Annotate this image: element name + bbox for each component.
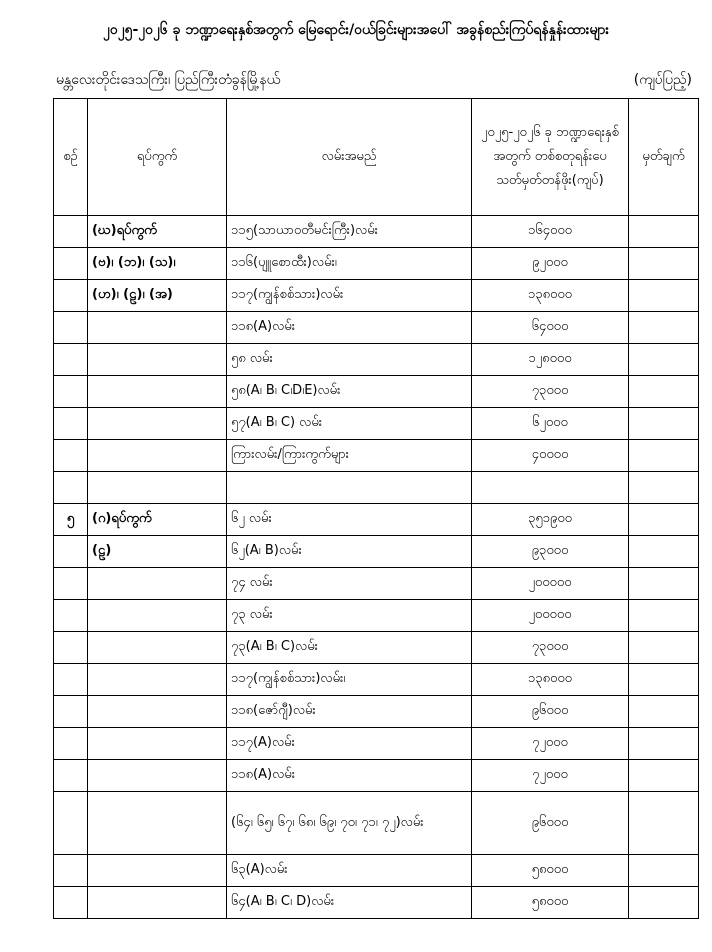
- table-row: [54, 855, 699, 887]
- cell-remark: [629, 440, 699, 472]
- cell-amount: ၁၆၄၀၀၀: [472, 216, 629, 248]
- table-row: [54, 216, 699, 248]
- cell-remark: [629, 472, 699, 504]
- cell-amount: ၁၃၈၀၀၀: [472, 664, 629, 696]
- cell-remark: [629, 855, 699, 887]
- cell-no: [54, 536, 88, 568]
- location-label: မန္တလေးတိုင်းဒေသကြီး၊ ပြည်ကြီးတံခွန်မြို့နယ်: [56, 72, 281, 88]
- rates-table: [53, 98, 699, 919]
- table-row: [54, 248, 699, 280]
- cell-no: [54, 344, 88, 376]
- cell-street: ၅၈(A၊ B၊ C၊D၊E)လမ်း: [227, 376, 472, 408]
- cell-remark: [629, 696, 699, 728]
- header-amount: ၂၀၂၅-၂၀၂၆ ခု ဘဏ္ဍာရေးနှစ်အတွက် တစ်စတုရန်းပေ သတ်မှတ်တန်ဖိုး(ကျပ်): [472, 99, 629, 216]
- cell-route: [88, 408, 227, 440]
- cell-no: [54, 440, 88, 472]
- cell-street: ၇၃ လမ်း: [227, 600, 472, 632]
- cell-remark: [629, 760, 699, 792]
- cell-street: ၅၈ လမ်း: [227, 344, 472, 376]
- cell-street: ၁၁၇(A)လမ်း: [227, 728, 472, 760]
- cell-route: [88, 440, 227, 472]
- cell-street: ၅၇(A၊ B၊ C) လမ်း: [227, 408, 472, 440]
- cell-no: [54, 855, 88, 887]
- table-row: [54, 728, 699, 760]
- cell-no: ၅: [54, 504, 88, 536]
- table-row: [54, 472, 699, 504]
- cell-remark: [629, 408, 699, 440]
- cell-remark: [629, 792, 699, 855]
- table-row: [54, 344, 699, 376]
- cell-amount: [472, 472, 629, 504]
- table-body: [54, 216, 699, 919]
- cell-street: ၆၂(A၊ B)လမ်း: [227, 536, 472, 568]
- cell-route: [88, 664, 227, 696]
- cell-route: (ဟ)၊ (ဠ)၊ (အ): [88, 280, 227, 312]
- cell-no: [54, 887, 88, 919]
- table-row: [54, 792, 699, 855]
- cell-amount: ၄၀၀၀၀: [472, 440, 629, 472]
- cell-no: [54, 472, 88, 504]
- cell-route: [88, 696, 227, 728]
- cell-no: [54, 664, 88, 696]
- header-street: လမ်းအမည်: [227, 99, 472, 216]
- cell-street: ၁၁၈(A)လမ်း: [227, 312, 472, 344]
- cell-street: ၆၄(A၊ B၊ C၊ D)လမ်း: [227, 887, 472, 919]
- table-row: [54, 568, 699, 600]
- table-row: [54, 504, 699, 536]
- cell-amount: ၇၂၀၀၀: [472, 728, 629, 760]
- cell-amount: ၇၃၀၀၀: [472, 376, 629, 408]
- cell-no: [54, 568, 88, 600]
- cell-remark: [629, 632, 699, 664]
- cell-remark: [629, 344, 699, 376]
- cell-street: ၆၂ လမ်း: [227, 504, 472, 536]
- cell-amount: ၉၆၀၀၀: [472, 696, 629, 728]
- cell-no: [54, 376, 88, 408]
- cell-amount: ၂၀၀၀၀၀: [472, 600, 629, 632]
- cell-amount: ၉၃၀၀၀: [472, 536, 629, 568]
- cell-no: [54, 760, 88, 792]
- cell-amount: ၉၂၀၀၀: [472, 248, 629, 280]
- cell-remark: [629, 504, 699, 536]
- table-row: [54, 600, 699, 632]
- cell-remark: [629, 312, 699, 344]
- table-row: [54, 536, 699, 568]
- table-row: [54, 760, 699, 792]
- cell-street: ၁၁၈(A)လမ်း: [227, 760, 472, 792]
- table-row: [54, 280, 699, 312]
- cell-street-text: (၆၄၊ ၆၅၊ ၆၇၊ ၆၈၊ ၆၉၊ ၇၀၊ ၇၁၊ ၇၂)လမ်း: [231, 815, 424, 830]
- cell-remark: [629, 600, 699, 632]
- cell-remark: [629, 664, 699, 696]
- cell-remark: [629, 887, 699, 919]
- table-row: [54, 376, 699, 408]
- cell-route: (ဠ): [88, 536, 227, 568]
- cell-no: [54, 312, 88, 344]
- cell-amount: ၂၀၀၀၀၀: [472, 568, 629, 600]
- cell-route: [88, 344, 227, 376]
- cell-route: (ဃ)ရပ်ကွက်: [88, 216, 227, 248]
- table-row: [54, 408, 699, 440]
- header-route: ရပ်ကွက်: [88, 99, 227, 216]
- cell-remark: [629, 376, 699, 408]
- cell-amount: ၇၃၀၀၀: [472, 632, 629, 664]
- cell-no: [54, 600, 88, 632]
- cell-route: [88, 792, 227, 855]
- cell-remark: [629, 280, 699, 312]
- cell-no: [54, 728, 88, 760]
- cell-amount: ၃၅၁၉၀၀: [472, 504, 629, 536]
- cell-remark: [629, 216, 699, 248]
- cell-street: ကြားလမ်း/ကြားကွက်များ: [227, 440, 472, 472]
- cell-route: [88, 376, 227, 408]
- cell-route: [88, 855, 227, 887]
- cell-no: [54, 632, 88, 664]
- subtitle-row: [56, 70, 692, 90]
- table-row: [54, 664, 699, 696]
- cell-street: [227, 792, 472, 855]
- header-remark: မှတ်ချက်: [629, 99, 699, 216]
- cell-route: [88, 568, 227, 600]
- cell-no: [54, 280, 88, 312]
- cell-amount: ၉၆၀၀၀: [472, 792, 629, 855]
- cell-street: ၇၃(A၊ B၊ C)လမ်း: [227, 632, 472, 664]
- cell-street: ၁၁၅(သာယာဝတီမင်းကြီး)လမ်း: [227, 216, 472, 248]
- cell-street: ၁၁၇(ကျွန်စစ်သား)လမ်း: [227, 280, 472, 312]
- cell-route: [88, 312, 227, 344]
- table-header: [54, 99, 699, 216]
- header-row: [54, 99, 699, 216]
- cell-street: ၁၁၈(ဇော်ဂျီ)လမ်း: [227, 696, 472, 728]
- unit-label: (ကျပ်ပြည့်): [633, 72, 692, 88]
- cell-no: [54, 696, 88, 728]
- table-row: [54, 312, 699, 344]
- cell-remark: [629, 568, 699, 600]
- cell-no: [54, 792, 88, 855]
- cell-street: [227, 472, 472, 504]
- table-row: [54, 696, 699, 728]
- cell-route: [88, 632, 227, 664]
- cell-route: (ဂ)ရပ်ကွက်: [88, 504, 227, 536]
- page-title: ၂၀၂၅-၂၀၂၆ ခု ဘဏ္ဍာရေးနှစ်အတွက် မြေရောင်း/ဝယ်ခြင်းများအပေါ် အခွန်စည်းကြပ်ရန်နှုန်းထားများ: [102, 22, 609, 38]
- cell-route: [88, 760, 227, 792]
- cell-street: ၆၃(A)လမ်း: [227, 855, 472, 887]
- cell-amount: ၆၂၀၀၀: [472, 408, 629, 440]
- table-row: [54, 887, 699, 919]
- cell-route: (ဗ)၊ (ဘ)၊ (သ)၊: [88, 248, 227, 280]
- cell-street: ၇၄ လမ်း: [227, 568, 472, 600]
- cell-amount: ၅၈၀၀၀: [472, 855, 629, 887]
- cell-amount: ၁၂၈၀၀၀: [472, 344, 629, 376]
- cell-amount: ၁၃၈၀၀၀: [472, 280, 629, 312]
- cell-street: ၁၁၆(ပျူစောထီး)လမ်း၊: [227, 248, 472, 280]
- cell-street: ၁၁၇(ကျွန်စစ်သား)လမ်း၊: [227, 664, 472, 696]
- cell-route: [88, 472, 227, 504]
- table-row: [54, 440, 699, 472]
- cell-no: [54, 248, 88, 280]
- cell-remark: [629, 248, 699, 280]
- cell-remark: [629, 728, 699, 760]
- cell-route: [88, 600, 227, 632]
- cell-no: [54, 408, 88, 440]
- cell-route: [88, 728, 227, 760]
- cell-amount: ၇၂၀၀၀: [472, 760, 629, 792]
- cell-route: [88, 887, 227, 919]
- cell-amount: ၆၄၀၀၀: [472, 312, 629, 344]
- cell-remark: [629, 536, 699, 568]
- table-row: [54, 632, 699, 664]
- header-no: စဉ်: [54, 99, 88, 216]
- cell-amount: ၅၈၀၀၀: [472, 887, 629, 919]
- cell-no: [54, 216, 88, 248]
